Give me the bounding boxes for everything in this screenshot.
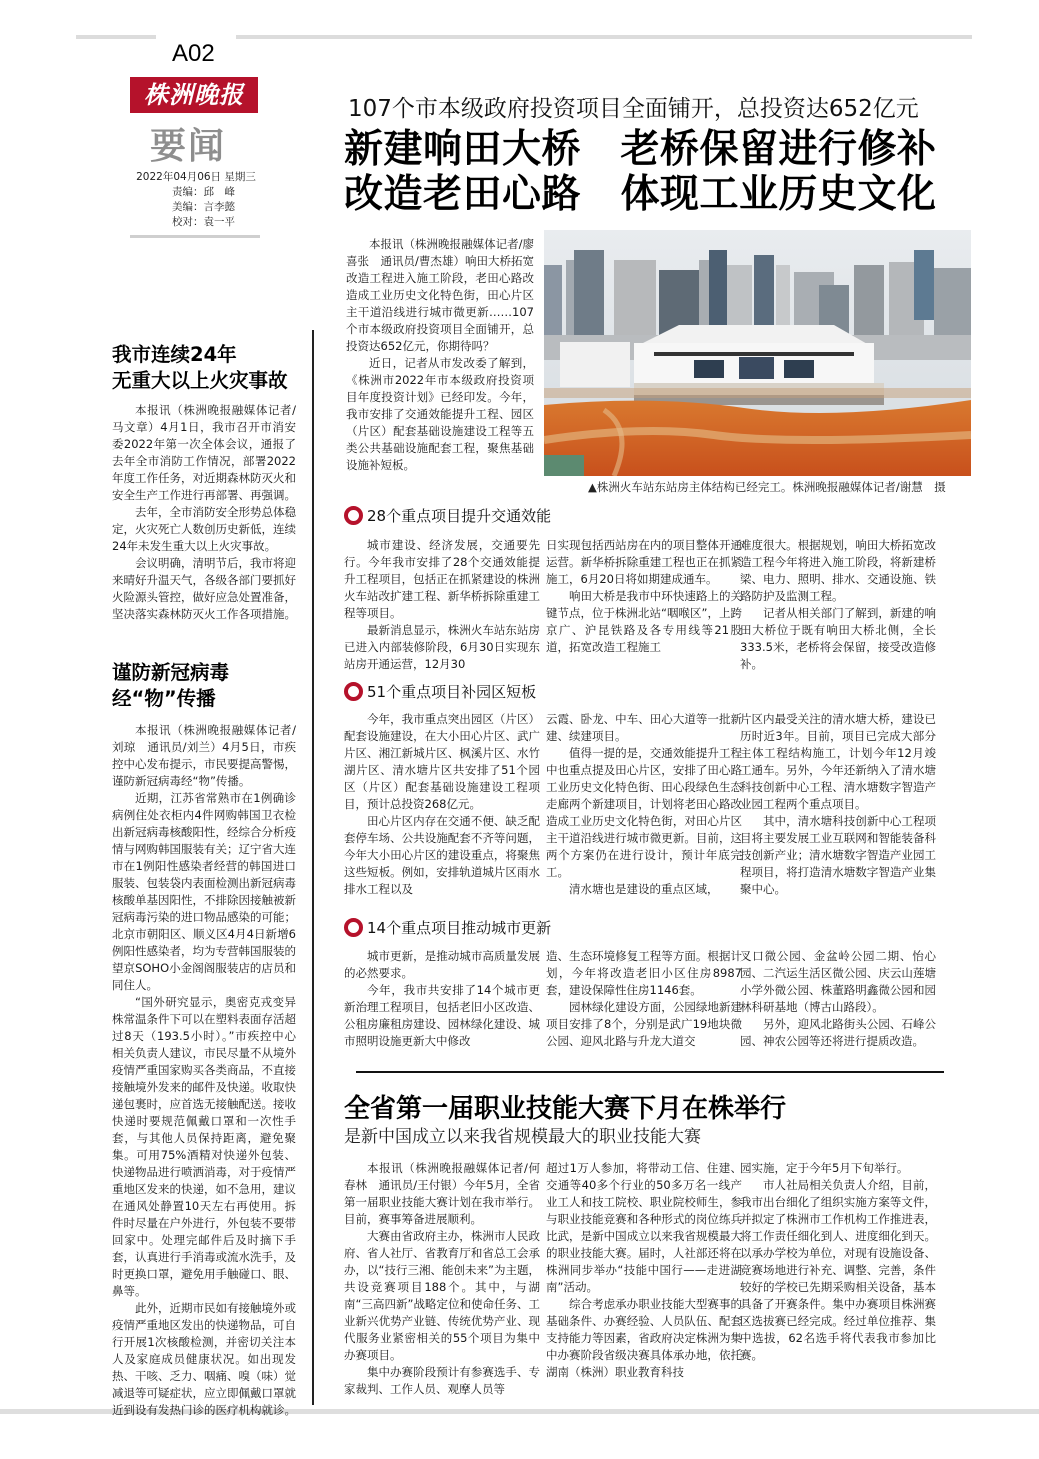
section3-col1 — [344, 948, 540, 1050]
subhead-text: 51个重点项目补园区短板 — [367, 683, 537, 701]
side-story1-body — [112, 402, 296, 623]
paragraph: 其中，清水塘科技创新中心工程项目将主要发展工业互联网和智能装备科技创新产业；清水塘数字智造产业园工程项目，将打造清水塘数字智造产业集聚中心。 — [740, 814, 936, 896]
top-rule-right — [236, 35, 972, 39]
subhead-traffic — [344, 505, 551, 526]
paragraph: 今年，我市重点突出园区（片区）配套设施建设，在大小田心片区、武广片区、湘江新城片区、枫溪片区、水竹湖片区、清水塘片区共安排了51个园区（片区）配套基础设施建设工程项目，预计总投资268亿元。 — [344, 712, 540, 811]
paragraph: 响田大桥是我市中环快速路上的关键节点，位于株洲北站“咽喉区”，上跨京广、沪昆铁路及各专用线等21股道，拓宽改造工程施工 — [546, 589, 742, 654]
paragraph: “国外研究显示，奥密克戎变异株常温条件下可以在塑料表面存活超过8天（193.5小时）。”市疾控中心相关负责人建议，市民尽量不从境外疫情严重国家购买各类商品，不直接接触境外发来的邮件及快递。收取快递包裹时，应首选无接触配送。接收快递时要规范佩戴口罩和一次性手套，与其他人员保持距离，避免聚集。可用75%酒精对快递外包装、快递物品进行喷洒消毒，对于疫情严重地区发来的快递，如不急用，建议在通风处静置10天左右再使用。拆件时尽量在户外进行，外包装不要带回家中。处理完邮件后及时摘下手套，认真进行手消毒或流水洗手，及时更换口罩，避免用手触碰口、眼、鼻等。 — [112, 995, 296, 1298]
headline-line: 经“物”传播 — [112, 687, 216, 710]
paragraph: 综合考虑承办职业技能大型赛事的基础条件、办赛经验、人员队伍、配套支持能力等因素，省政府决定株洲为集中办赛阶段省级决赛具体承办地，依托湖南（株洲）职业教育科技 — [546, 1297, 742, 1379]
lead-headline-line2: 改造老田心路 体现工业历史文化 — [344, 172, 937, 217]
credit-designer: 美编：言李懿 — [172, 201, 235, 213]
paragraph: 本报讯（株洲晚报融媒体记者/何春林 通讯员/王付银）今年5月，全省第一届职业技能大赛计划在我市举行。目前，赛事筹备进展顺利。 — [344, 1161, 540, 1226]
side-story1-headline — [112, 342, 288, 394]
paragraph: 本报讯（株洲晚报融媒体记者/马文章）4月1日，我市召开市消安委2022年第一次全体会议，通报了去年全市消防工作情况，部署2022年度工作任务，对近期森林防灭火和安全生产工作进行再部署、再强调。 — [112, 403, 296, 502]
section1-col3 — [740, 537, 936, 673]
paragraph: 城市更新，是推动城市高质量发展的必然要求。 — [344, 949, 540, 980]
paragraph: 记者从相关部门了解到，新建的响田大桥位于既有响田大桥北侧，全长333.5米，老桥将会保留，接受改造修补。 — [740, 606, 936, 671]
paragraph: 城市建设、经济发展，交通要先行。今年我市安排了28个交通效能提升工程项目，包括正在抓紧建设的株洲火车站改扩建工程、新华桥拆除重建工程等项目。 — [344, 538, 540, 620]
second-story-col2 — [546, 1160, 742, 1381]
paragraph: 造、生态环境修复工程等方面。根据计划，今年将改造老旧小区住房8987套，建设保障性住房1146套。 — [546, 949, 742, 997]
paragraph: 片区内最受关注的清水塘大桥，建设已历时近3年。目前，项目已完成大部分主体工程结构施工，计划今年12月竣工通车。另外，今年还新纳入了清水塘科技创新中心工程、清水塘数字智造产业园工程两个重点项目。 — [740, 712, 936, 811]
section3-col3 — [740, 948, 936, 1050]
lead-headline-line1: 新建响田大桥 老桥保留进行修补 — [344, 127, 937, 172]
circle-bullet-icon — [344, 506, 363, 525]
paragraph: 值得一提的是，交通效能提升工程中也重点提及田心片区，安排了田心路工业历史文化特色街、田心段绿色生态走廊两个新建项目，计划将老田心路改造成工业历史文化特色街，对田心片区主干道沿线进行城市微更新。目前，这两个方案仍在进行设计，预计年底完工。 — [546, 746, 742, 879]
paragraph: 本报讯（株洲晚报融媒体记者/刘琼 通讯员/刘兰）4月5日，市疾控中心发布提示，市民要提高警惕，谨防新冠病毒经“物”传播。 — [112, 723, 296, 788]
second-story-subheadline: 是新中国成立以来我省规模最大的职业技能大赛 — [344, 1127, 701, 1147]
paragraph: 此外，近期市民如有接触境外或疫情严重地区发出的快递物品，可自行开展1次核酸检测，并密切关注本人及家庭成员健康状况。如出现发热、干咳、乏力、咽痛、嗅（味）觉减退等可疑症状，应立即佩戴口罩就近到设有发热门诊的医疗机构就诊。 — [112, 1301, 296, 1417]
circle-bullet-icon — [344, 918, 363, 937]
subhead-parks — [344, 681, 536, 702]
paragraph: 市人社局相关负责人介绍，目前，我市出台细化了组织实施方案等文件，并拟定了株洲市工作机构工作推进表，将工作责任细化到人、进度细化到天。以承办学校为单位，对现有设施设备、竞赛场地进行补充、调整、完善，条件较好的学校已先期采购相关设备，基本具备了开赛条件。集中办赛项目株洲赛区选拔赛已经完成。经过单位推荐、集中选拔，62名选手将代表我市参加比赛。 — [740, 1178, 936, 1362]
side-story2-body — [112, 722, 296, 1419]
section2-col2 — [546, 711, 742, 898]
top-rule-left — [76, 35, 156, 39]
paragraph: 会议明确，清明节后，我市将迎来晴好升温天气，各级各部门要抓好火险源头管控，做好应急处置准备，坚决落实森林防灭火工作各项措施。 — [112, 556, 296, 621]
headline-line: 我市连续24年 — [112, 343, 237, 366]
section1-col1 — [344, 537, 540, 673]
editorial-credits — [126, 170, 266, 230]
paragraph: 云霞、卧龙、中车、田心大道等一批新建、续建项目。 — [546, 712, 742, 743]
paragraph: 近期，江苏省常熟市在1例确诊病例住处衣柜内4件网购韩国卫衣检出新冠病毒核酸阳性，经综合分析疫情与网购韩国服装有关；辽宁省大连市在1例阳性感染者经营的韩国进口服装、包装袋内表面检测出新冠病毒核酸单基因阳性，不排除因接触被新冠病毒污染的进口物品感染的可能；北京市朝阳区、顺义区4月4日新增6例阳性感染者，均为专营韩国服装的望京SOHO小金阁阁服装店的店员和同住人。 — [112, 791, 296, 992]
lead-kicker: 107个市本级政府投资项目全面铺开，总投资达652亿元 — [348, 96, 919, 122]
paragraph: 最新消息显示，株洲火车站东站房已进入内部装修阶段，6月30日实现东站房开通运营，12月30 — [344, 623, 540, 671]
paragraph: 去年，全市消防安全形势总体稳定，火灾死亡人数创历史新低，连续24年未发生重大以上火灾事故。 — [112, 505, 296, 553]
subhead-text: 28个重点项目提升交通效能 — [367, 507, 552, 525]
second-story-headline: 全省第一届职业技能大赛下月在株举行 — [344, 1094, 787, 1124]
paragraph: 大赛由省政府主办，株洲市人民政府、省人社厅、省教育厅和省总工会承办，以“技行三湘、能创未来”为主题，共设竞赛项目188个。其中，与湖南“三高四新”战略定位和使命任务、工业新兴优势产业链、传统优势产业、现代服务业紧密相关的55个项目为集中办赛项目。 — [344, 1229, 540, 1362]
circle-bullet-icon — [344, 682, 363, 701]
paragraph: 另外，迎风北路街头公园、石峰公园、神农公园等还将进行提质改造。 — [740, 1017, 936, 1048]
paragraph: 园林绿化建设方面，公园绿地新建项目安排了8个，分别是武广19地块微公园、迎风北路与升龙大道交 — [546, 1000, 742, 1048]
column-divider — [312, 330, 314, 1405]
lead-intro — [346, 236, 534, 474]
credit-editor: 责编：邱 峰 — [172, 186, 235, 198]
section2-col1 — [344, 711, 540, 898]
credit-proofreader: 校对：袁一平 — [172, 216, 235, 228]
second-story-col1 — [344, 1160, 540, 1398]
paragraph: 园实施，定于今年5月下旬举行。 — [740, 1161, 909, 1175]
section1-col2 — [546, 537, 742, 656]
paragraph: 日实现包括西站房在内的项目整体开通运营。新华桥拆除重建工程也正在抓紧施工，6月20日将如期建成通车。 — [546, 538, 742, 586]
newspaper-masthead: 株洲晚报 — [130, 77, 258, 113]
second-story-col3 — [740, 1160, 936, 1364]
paragraph: 近日，记者从市发改委了解到，《株洲市2022年市本级政府投资项目年度投资计划》已经印发。今年，我市安排了交通效能提升工程、园区（片区）配套基础设施建设工程等五类公共基础设施配套工程，聚焦基础设施补短板。 — [346, 356, 534, 472]
subhead-text: 14个重点项目推动城市更新 — [367, 919, 552, 937]
headline-line: 谨防新冠病毒 — [112, 661, 230, 684]
story-separator — [356, 1071, 944, 1073]
issue-date: 2022年04月06日 星期三 — [136, 171, 256, 183]
credits-rule — [130, 235, 260, 238]
paragraph: 今年，我市共安排了14个城市更新治理工程项目，包括老旧小区改造、公租房廉租房建设、园林绿化建设、城市照明设施更新大中修改 — [344, 983, 540, 1048]
subhead-urban-renewal — [344, 917, 551, 938]
section3-col2 — [546, 948, 742, 1050]
paragraph: 田心片区内存在交通不便、缺乏配套停车场、公共设施配套不齐等问题，今年大小田心片区的建设重点，将聚焦这些短板。例如，安排轨道城片区雨水排水工程以及 — [344, 814, 540, 896]
side-story2-headline — [112, 660, 229, 712]
paragraph: 本报讯（株洲晚报融媒体记者/廖喜张 通讯员/曹杰雄）响田大桥拓宽改造工程进入施工阶段，老田心路改造成工业历史文化特色街，田心片区主干道沿线进行城市微更新……107个市本级政府投资项目全面铺开，总投资达652亿元，你期待吗？ — [346, 237, 534, 353]
train-station-photo — [544, 230, 971, 476]
section-title: 要闻 — [150, 125, 227, 167]
paragraph: 叉口微公园、金盆岭公园二期、怡心园、二汽运生活区微公园、庆云山莲塘小学外微公园、株董路明鑫微公园和园林科研基地（博古山路段）。 — [740, 949, 936, 1014]
photo-illustration — [544, 230, 971, 476]
section2-col3 — [740, 711, 936, 898]
paragraph: 集中办赛阶段预计有参赛选手、专家裁判、工作人员、观摩人员等 — [344, 1365, 540, 1396]
paragraph: 超过1万人参加，将带动工信、住建、交通等40多个行业的50多万名一线产业工人和技工院校、职业院校师生，参与职业技能竞赛和各种形式的岗位练兵比武，是新中国成立以来我省规模最大的职业技能大赛。届时，人社部还将在株洲同步举办“技能中国行——走进湖南”活动。 — [546, 1161, 742, 1294]
paragraph: 难度很大。根据规划，响田大桥拓宽改造工程今年将进入施工阶段，将新建桥梁、电力、照明、排水、交通设施、铁路防护及监测工程。 — [740, 538, 936, 603]
page-number: A02 — [172, 40, 215, 67]
paragraph: 清水塘也是建设的重点区域， — [569, 882, 719, 896]
photo-caption: ▲株洲火车站东站房主体结构已经完工。株洲晚报融媒体记者/谢慧 摄 — [588, 480, 946, 494]
headline-line: 无重大以上火灾事故 — [112, 369, 288, 392]
